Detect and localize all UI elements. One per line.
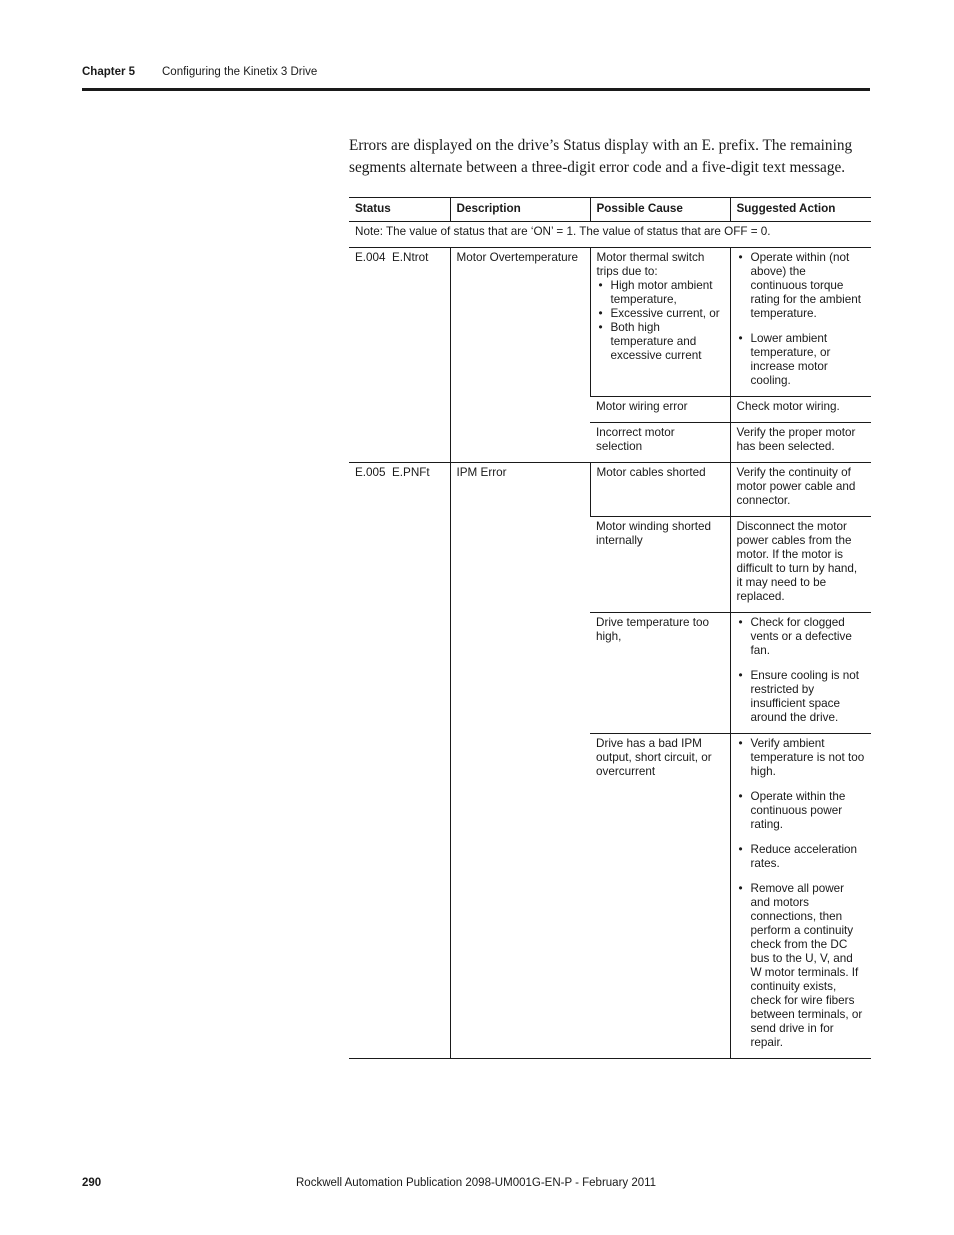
status-e004: E.004 E.Ntrot: [349, 248, 450, 463]
error-code-table: [349, 197, 871, 1059]
list-item: • Verify ambient temperature is not too high.: [737, 737, 866, 779]
publication-footer: Rockwell Automation Publication 2098-UM001G-EN-P - February 2011: [296, 1177, 657, 1189]
page-number: 290: [82, 1177, 102, 1189]
action-cell: Verify the proper motor has been selected.: [730, 423, 871, 463]
header-suggested-action: Suggested Action: [730, 198, 871, 222]
list-item: • Excessive current, or: [597, 307, 724, 321]
description-e005: IPM Error: [450, 463, 590, 1059]
table-header-row: [349, 198, 871, 222]
action-cell: Verify the continuity of motor power cable and connector.: [730, 463, 871, 517]
chapter-label: Chapter 5: [82, 66, 136, 78]
list-item: • Lower ambient temperature, or increase motor cooling.: [737, 332, 866, 388]
list-item: • Both high temperature and excessive current: [597, 321, 724, 363]
header-description: Description: [450, 198, 590, 222]
list-item: • Remove all power and motors connections, then perform a continuity check from the DC bus to the U, V, and W motor terminals. If continuity exists, check for wire fibers between terminals, or send drive in for repair.: [737, 882, 866, 1050]
cause-cell: Drive has a bad IPM output, short circuit, or overcurrent: [590, 734, 730, 1059]
list-item: • Check for clogged vents or a defective fan.: [737, 616, 866, 658]
cause-cell: Motor winding shorted internally: [590, 517, 730, 613]
list-item: • Ensure cooling is not restricted by insufficient space around the drive.: [737, 669, 866, 725]
description-e004: Motor Overtemperature: [450, 248, 590, 463]
action-cell: [730, 613, 871, 734]
cause-cell: Drive temperature too high,: [590, 613, 730, 734]
list-item: • Operate within the continuous power rating.: [737, 790, 866, 832]
action-cell: Disconnect the motor power cables from the motor. If the motor is difficult to turn by hand, it may need to be replaced.: [730, 517, 871, 613]
list-item: • High motor ambient temperature,: [597, 279, 724, 307]
chapter-title: Configuring the Kinetix 3 Drive: [162, 66, 318, 78]
action-cell: Check motor wiring.: [730, 397, 871, 423]
header-rule: [82, 88, 870, 91]
note-row: [349, 222, 871, 248]
status-e005: E.005 E.PNFt: [349, 463, 450, 1059]
cause-cell: Motor wiring error: [590, 397, 730, 423]
list-item: • Operate within (not above) the continuous torque rating for the ambient temperature.: [737, 251, 866, 321]
action-cell: [730, 734, 871, 1059]
list-item: • Reduce acceleration rates.: [737, 843, 866, 871]
table-row: [349, 463, 871, 517]
running-header: [82, 66, 870, 78]
header-possible-cause: Possible Cause: [590, 198, 730, 222]
table-row: [349, 248, 871, 397]
intro-paragraph: Errors are displayed on the drive’s Status display with an E. prefix. The remaining segments alternate between a three-digit error code and a five-digit text message.: [349, 137, 853, 176]
cause-cell: Incorrect motor selection: [590, 423, 730, 463]
note-text: Note: The value of status that are ‘ON’ = 1. The value of status that are OFF = 0.: [349, 222, 871, 248]
action-cell: [730, 248, 871, 397]
cause-cell: Motor cables shorted: [590, 463, 730, 517]
header-status: Status: [349, 198, 450, 222]
cause-cell: Motor thermal switch trips due to: • High motor ambient temperature, • Excessive current, or • Both high temperature and excessive current: [590, 248, 730, 397]
